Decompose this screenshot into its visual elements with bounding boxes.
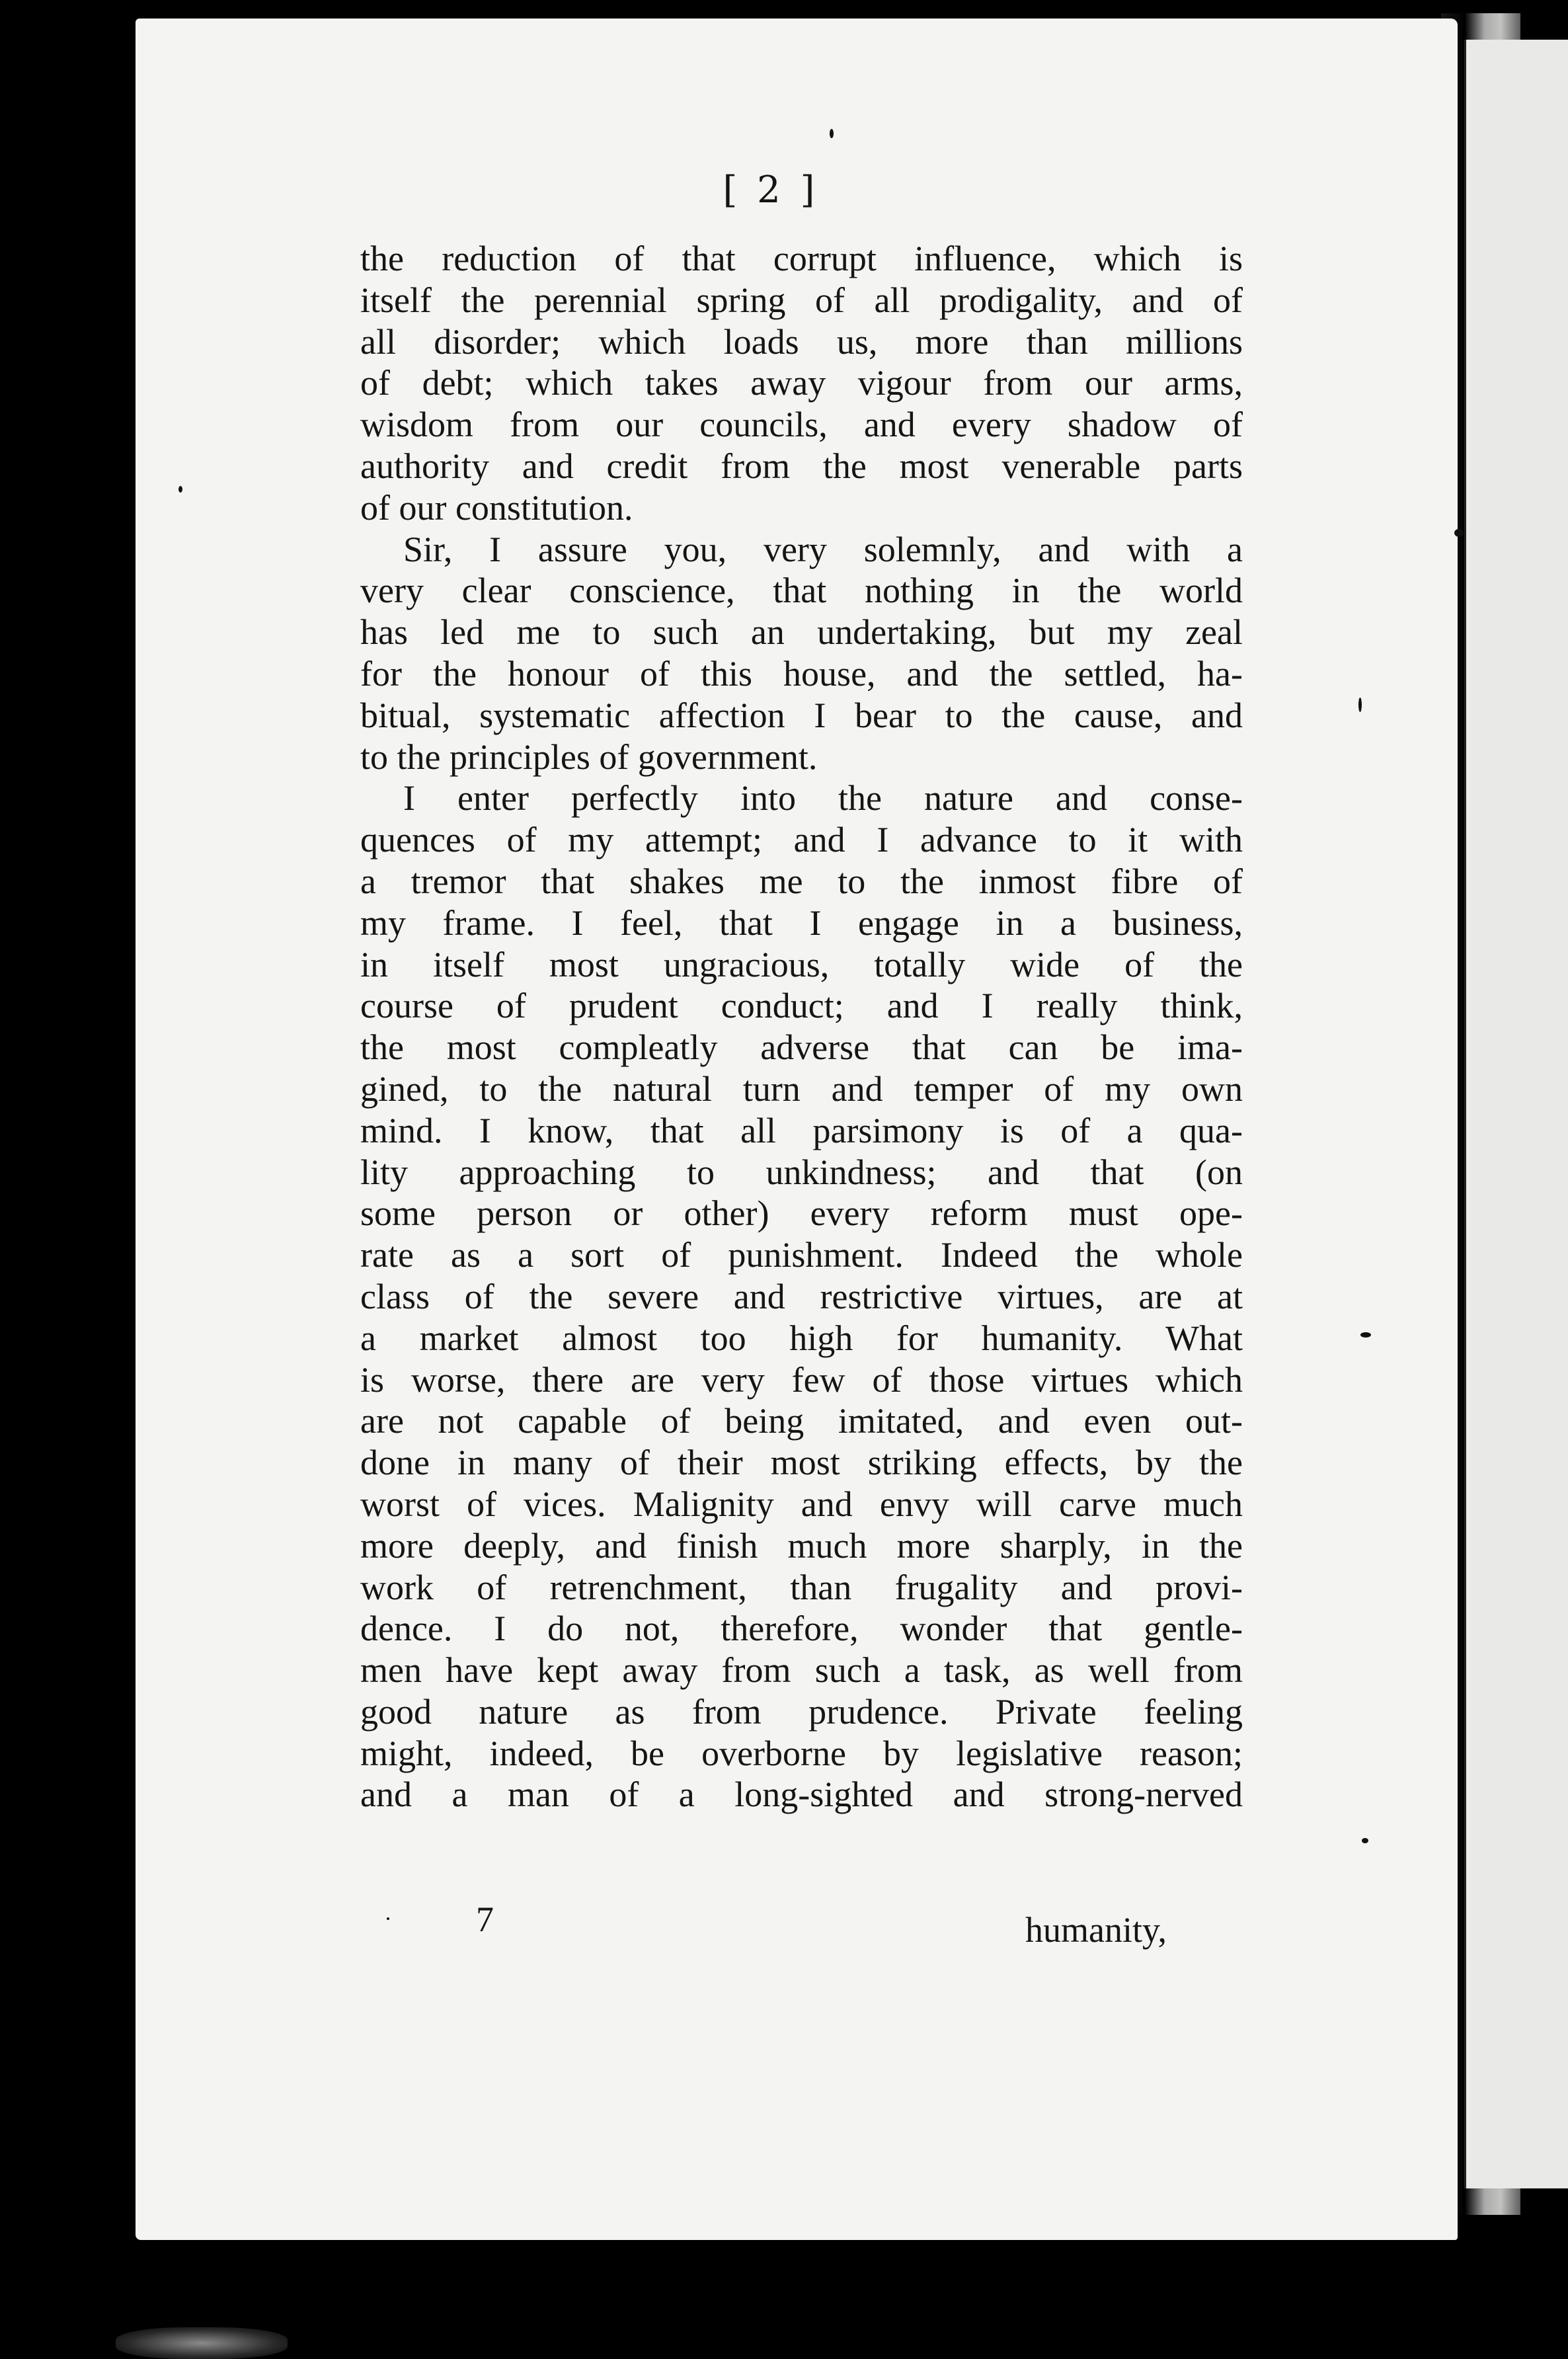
speck	[1362, 1838, 1368, 1843]
text-line: quences of my attempt; and I advance to it with	[360, 820, 1243, 860]
text-line: are not capable of being imitated, and even out-	[360, 1401, 1243, 1441]
speck	[830, 129, 834, 138]
text-line: and a man of a long-sighted and strong-nerved	[360, 1775, 1243, 1815]
text-line: more deeply, and finish much more sharply, in the	[360, 1525, 1243, 1566]
page-number-header: [ 2 ]	[723, 169, 819, 212]
adjacent-leaf-edge	[1464, 40, 1568, 2188]
text-line: some person or other) every reform must ope-	[360, 1193, 1243, 1234]
paragraph	[360, 238, 1243, 529]
paragraph	[360, 529, 1243, 778]
text-line: for the honour of this house, and the settled, ha-	[360, 653, 1243, 694]
text-line: rate as a sort of punishment. Indeed the whole	[360, 1235, 1243, 1275]
text-line: Sir, I assure you, very solemnly, and with a	[403, 529, 1243, 569]
text-line: a tremor that shakes me to the inmost fibre of	[360, 861, 1243, 901]
body-text	[360, 238, 1243, 1816]
text-line: itself the perennial spring of all prodigality, and of	[360, 280, 1243, 320]
text-line: lity approaching to unkindness; and that (on	[360, 1152, 1243, 1192]
text-line: in itself most ungracious, totally wide of the	[360, 944, 1243, 984]
text-line: work of retrenchment, than frugality and provi-	[360, 1567, 1243, 1607]
text-line: is worse, there are very few of those virtues which	[360, 1359, 1243, 1400]
text-line: gined, to the natural turn and temper of my own	[360, 1068, 1243, 1109]
text-line: dence. I do not, therefore, wonder that gentle-	[360, 1609, 1243, 1649]
text-line: mind. I know, that all parsimony is of a qua-	[360, 1110, 1243, 1150]
text-line: good nature as from prudence. Private feeling	[360, 1691, 1243, 1732]
text-line: the reduction of that corrupt influence, which is	[360, 239, 1243, 278]
paragraph	[360, 778, 1243, 1816]
speck	[387, 1917, 389, 1920]
text-line: of debt; which takes away vigour from our arms,	[360, 363, 1243, 403]
text-line: worst of vices. Malignity and envy will carve much	[360, 1484, 1243, 1524]
speck	[1454, 529, 1464, 537]
speck	[178, 486, 182, 493]
text-line: men have kept away from such a task, as well from	[360, 1650, 1243, 1691]
text-line: my frame. I feel, that I engage in a business,	[360, 902, 1243, 943]
text-line: wisdom from our councils, and every shadow of	[360, 405, 1243, 445]
text-line: all disorder; which loads us, more than millions	[360, 321, 1243, 362]
page-stain	[116, 2327, 288, 2359]
text-line: of our constitution.	[360, 487, 633, 528]
text-line: bitual, systematic affection I bear to the cause, and	[360, 695, 1243, 735]
catchword: humanity,	[1025, 1910, 1167, 1950]
text-line: very clear conscience, that nothing in the world	[360, 571, 1243, 611]
text-line: done in many of their most striking effects, by the	[360, 1443, 1243, 1483]
text-line: I enter perfectly into the nature and conse-	[403, 778, 1243, 819]
signature-mark: 7	[476, 1899, 494, 1939]
text-line: authority and credit from the most venerable parts	[360, 446, 1243, 486]
speck	[1358, 698, 1362, 712]
text-line: a market almost too high for humanity. What	[360, 1318, 1243, 1358]
text-line: might, indeed, be overborne by legislative reason;	[360, 1733, 1243, 1773]
text-line: class of the severe and restrictive virtues, are at	[360, 1276, 1243, 1316]
speck	[1360, 1332, 1371, 1338]
text-line: to the principles of government.	[360, 737, 818, 777]
text-line: has led me to such an undertaking, but my zeal	[360, 612, 1243, 653]
text-line: course of prudent conduct; and I really think,	[360, 986, 1243, 1026]
text-line: the most compleatly adverse that can be ima-	[360, 1027, 1243, 1068]
